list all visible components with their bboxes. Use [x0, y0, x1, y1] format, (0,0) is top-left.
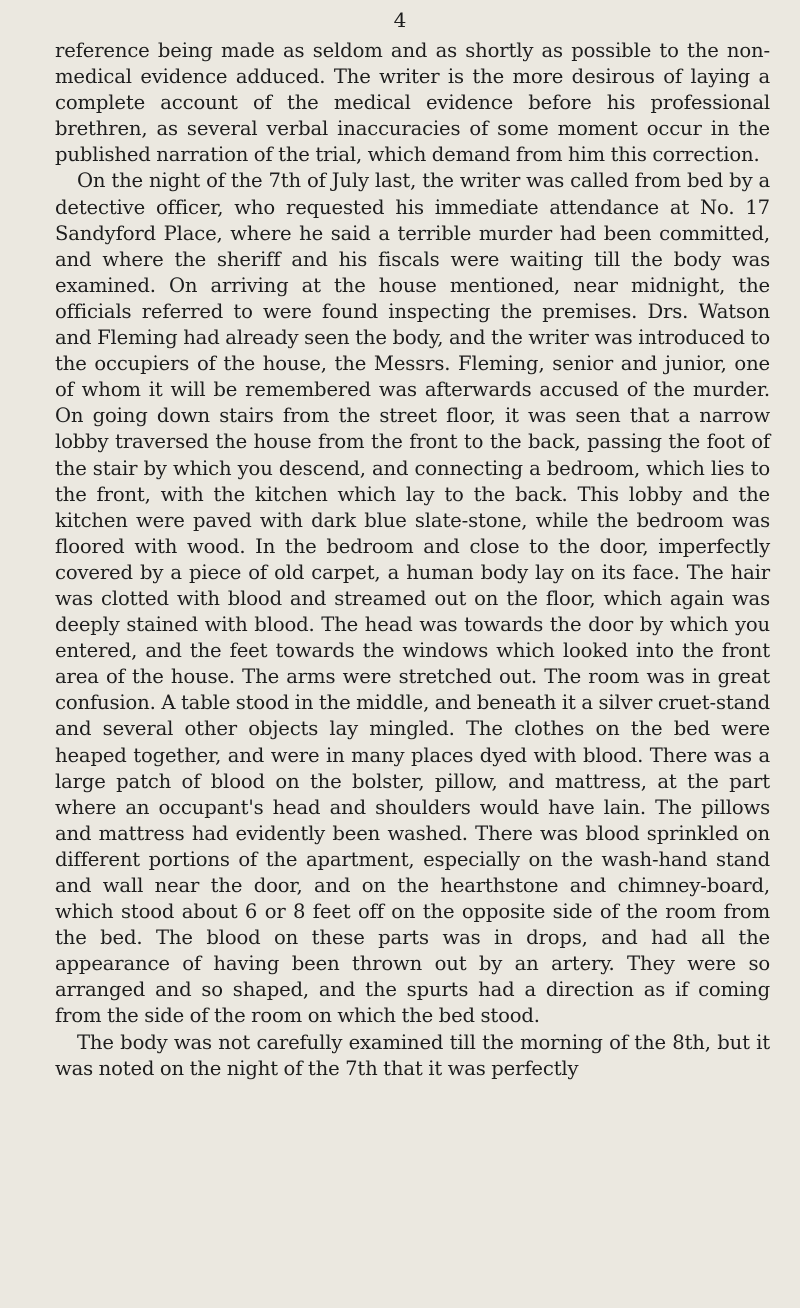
- body-text: [55, 38, 770, 1082]
- paragraph-murder-scene: On the night of the 7th of July last, the writer was called from bed by a detective officer, who requested his immediate attendance at No. 17 Sandyford Place, where he said a terrible murder had been committed, and where the sheriff and his fiscals were waiting till the body was examined. On arriving at the house mentioned, near midnight, the officials referred to were found inspecting the premises. Drs. Watson and Fleming had already seen the body, and the writer was introduced to the occupiers of the house, the Messrs. Fleming, senior and junior, one of whom it will be remembered was afterwards accused of the murder. On going down stairs from the street floor, it was seen that a narrow lobby traversed the house from the front to the back, passing the foot of the stair by which you descend, and connecting a bedroom, which lies to the front, with the kitchen which lay to the back. This lobby and the kitchen were paved with dark blue slate-stone, while the bedroom was floored with wood. In the bedroom and close to the door, imperfectly covered by a piece of old carpet, a human body lay on its face. The hair was clotted with blood and streamed out on the floor, which again was deeply stained with blood. The head was towards the door by which you entered, and the feet towards the windows which looked into the front area of the house. The arms were stretched out. The room was in great confusion. A table stood in the middle, and beneath it a silver cruet-stand and several other objects lay mingled. The clothes on the bed were heaped together, and were in many places dyed with blood. There was a large patch of blood on the bolster, pillow, and mattress, at the part where an occupant's head and shoulders would have lain. The pillows and mattress had evidently been washed. There was blood sprinkled on different portions of the apartment, especially on the wash-hand stand and wall near the door, and on the hearthstone and chimney-board, which stood about 6 or 8 feet off on the opposite side of the room from the bed. The blood on these parts was in drops, and had all the appearance of having been thrown out by an artery. They were so arranged and so shaped, and the spurts had a direction as if coming from the side of the room on which the bed stood.: [55, 169, 770, 1028]
- paragraph-continuation: reference being made as seldom and as shortly as possible to the non-medical evidence adduced. The writer is the more desirous of laying a complete account of the medical evidence before his professional brethren, as several verbal inaccuracies of some moment occur in the published narration of the trial, which demand from him this correction.: [55, 39, 770, 167]
- page-number: 4: [393, 8, 407, 32]
- paragraph-body-examination: The body was not carefully examined till the morning of the 8th, but it was noted on the night of the 7th that it was perfectly: [55, 1030, 770, 1080]
